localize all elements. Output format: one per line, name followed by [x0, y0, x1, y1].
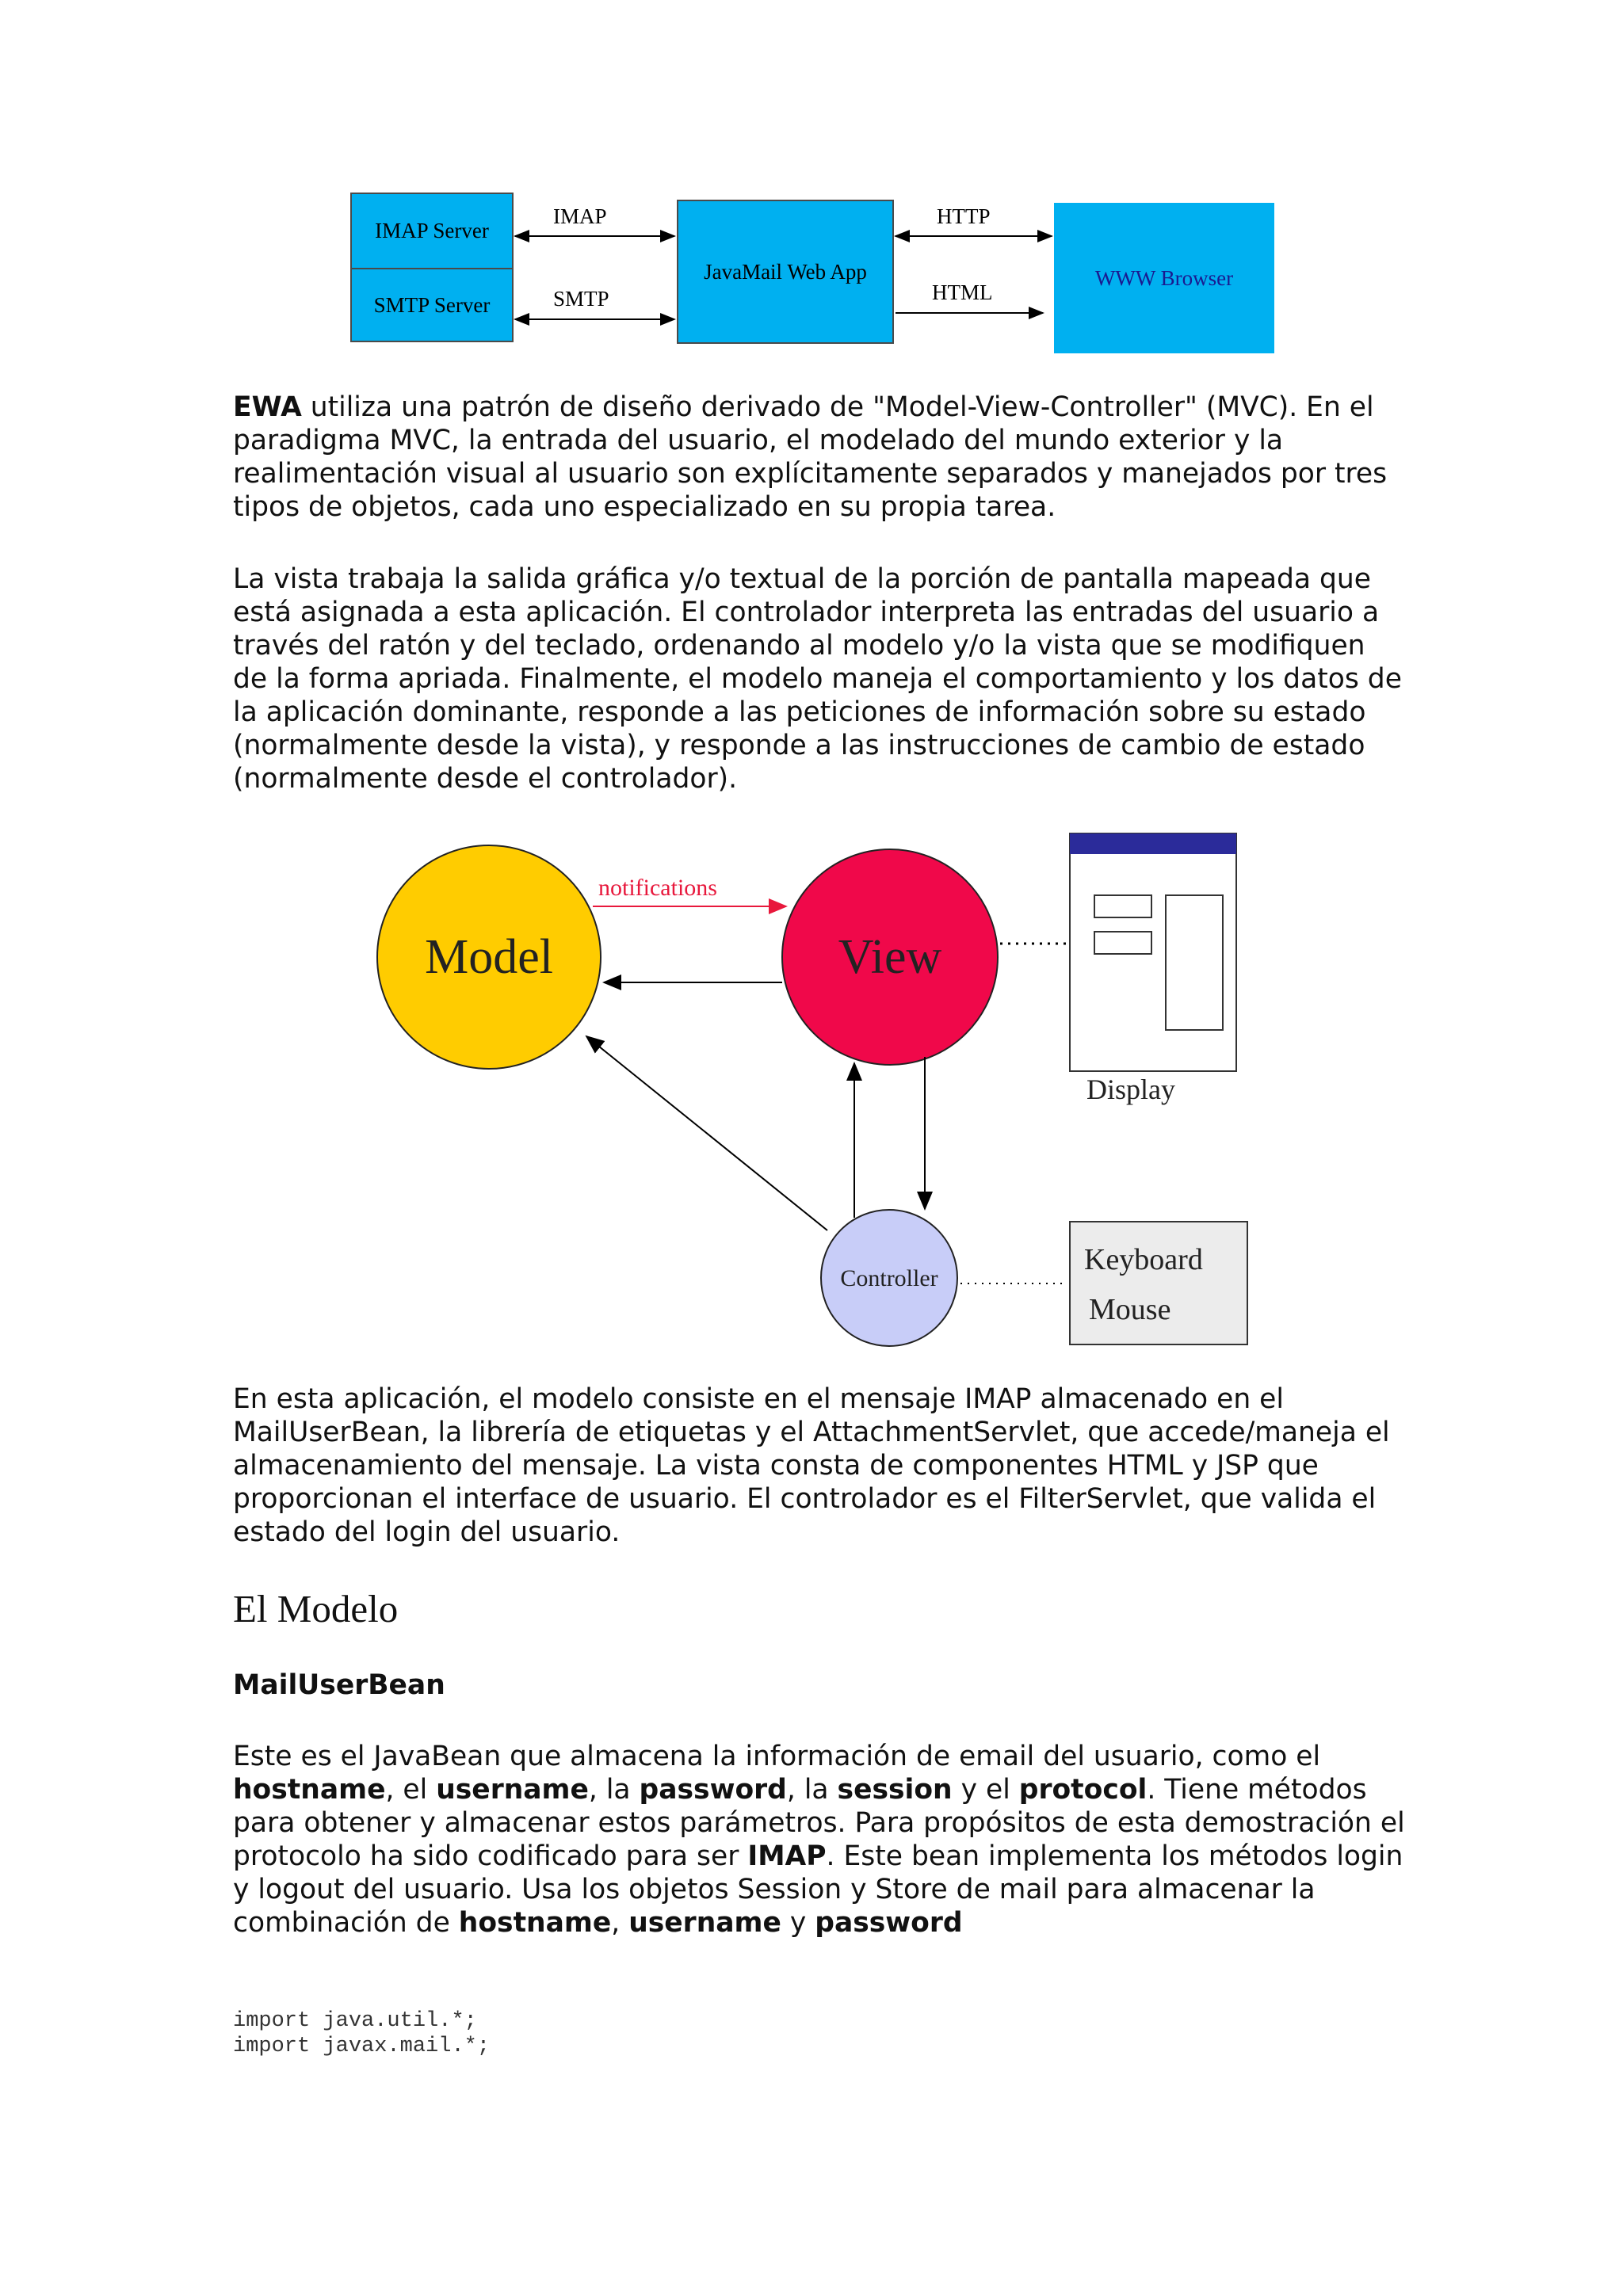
display-panel: [1166, 895, 1223, 1030]
mvc-diagram: [349, 824, 1268, 1347]
architecture-arrows: [349, 190, 1276, 357]
intro-paragraph-2: La vista trabaja la salida gráfica y/o textual de la porción de pantalla mapeada que está asignada a esta aplicación. El controlador interpreta las entradas del usuario a través del ratón y del teclado, ordenando al modelo y/o la vista que se modifiquen de la forma apriada. Finalmente, el modelo maneja el comportamiento y los datos de la aplicación dominante, responde a las peticiones de información sobre su estado (normalmente desde la vista), y responde a las instrucciones de cambio de estado (normalmente desde el controlador).: [233, 563, 1402, 795]
mailuserbean-paragraph: Este es el JavaBean que almacena la información de email del usuario, como el hostname, el username, la password, la session y el protocol. Tiene métodos para obtener y almacenar estos parámetros. Para propósitos de esta demostración el protocolo ha sido codificado para ser IMAP. Este bean implementa los métodos login y logout del usuario. Usa los objetos Session y Store de mail para almacenar la combinación de hostname, username y password: [233, 1741, 1405, 1939]
display-label: Display: [1086, 1074, 1175, 1105]
smtp-server-box: SMTP Server: [350, 268, 514, 342]
browser-box: WWW Browser: [1054, 203, 1274, 353]
code-block: [233, 2008, 490, 2059]
display-field-1: [1094, 895, 1151, 917]
mouse-label: Mouse: [1089, 1293, 1171, 1326]
keyboard-label: Keyboard: [1084, 1243, 1203, 1276]
code-line: import javax.mail.*;: [233, 2035, 491, 2058]
display-field-2: [1094, 932, 1151, 954]
label-imap: IMAP: [553, 204, 607, 228]
notifications-label: notifications: [598, 875, 717, 901]
app-description-paragraph: En esta aplicación, el modelo consiste en el mensaje IMAP almacenado en el MailUserBean, la librería de etiquetas y el AttachmentServlet, que accede/maneja el almacenamiento del mensaje. La vista consta de componentes HTML y JSP que proporcionan el interface de usuario. El controlador es el FilterServlet, que valida el estado del login del usuario.: [233, 1383, 1390, 1548]
intro-paragraph-1: EWA utiliza una patrón de diseño derivado de "Model-View-Controller" (MVC). En el paradigma MVC, la entrada del usuario, el modelado del mundo exterior y la realimentación visual al usuario son explícitamente separados y manejados por tres tipos de objetos, cada uno especializado en su propia tarea.: [233, 391, 1388, 523]
controller-to-model-arrow: [586, 1036, 827, 1230]
subsection-title: MailUserBean: [233, 1669, 445, 1701]
architecture-diagram: [349, 190, 1276, 357]
ewa-bold: EWA: [233, 391, 302, 423]
imap-server-box: IMAP Server: [350, 193, 514, 269]
label-html: HTML: [932, 280, 993, 304]
code-line: import java.util.*;: [233, 2009, 477, 2033]
controller-label: Controller: [840, 1265, 938, 1291]
view-label: View: [838, 930, 942, 984]
webapp-box: JavaMail Web App: [677, 200, 894, 344]
model-label: Model: [425, 930, 553, 984]
section-title: El Modelo: [233, 1587, 399, 1630]
display-titlebar: [1070, 833, 1236, 854]
label-http: HTTP: [937, 204, 991, 228]
label-smtp: SMTP: [553, 287, 609, 311]
